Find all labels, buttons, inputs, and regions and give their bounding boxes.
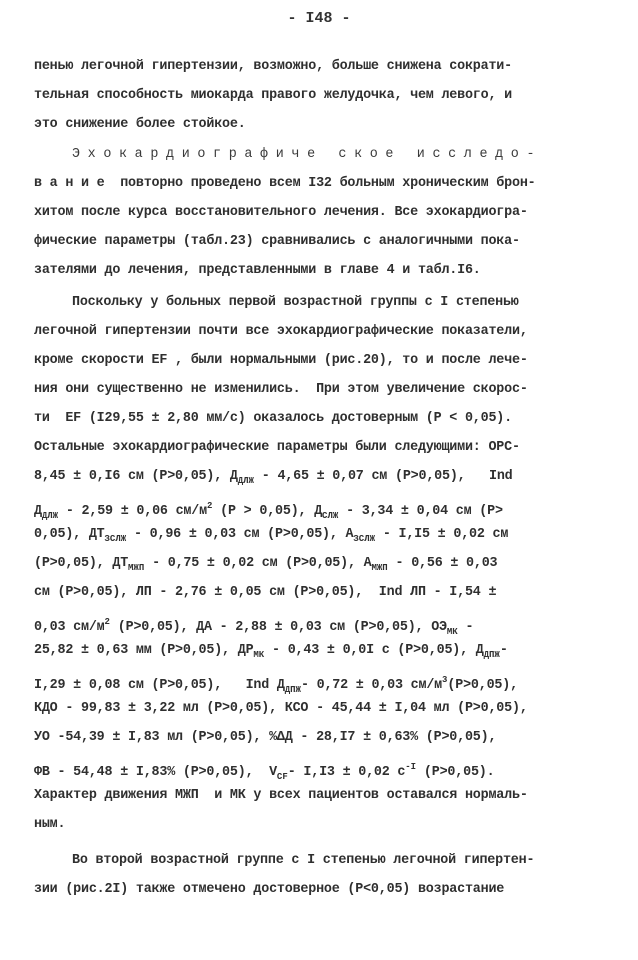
text-line: кроме скорости EF , были нормальными (рис.20), то и после лече-: [34, 353, 528, 368]
text-line: легочной гипертензии почти все эхокардиографические показатели,: [34, 324, 528, 339]
text-line: $Д_{ДЛЖ} - 2,59 \pm 0,06$ $см/м^2$ (P > 0,05), $Д_{СЛЖ} - 3,34 \pm 0,04$ см (P>: [34, 501, 503, 521]
text-line: (P>0,05), $ДТ_{МЖП} - 0,75 \pm 0,02$ см (P>0,05), $A_{МЖП} - 0,56 \pm 0,03$: [34, 556, 498, 573]
text-line: ти EF (I29,55 ± 2,80 мм/с) оказалось достоверным (P < 0,05).: [34, 411, 512, 426]
text-line-spaced-heading: Э х о к а р д и о г р а ф и ч е с к о е и с с л е д о -: [72, 147, 535, 162]
text-line: хитом после курса восстановительного лечения. Все эхокардиогра-: [34, 205, 528, 220]
text-line: 8,45 ± 0,I6 см (P>0,05), $Д_{ДЛЖ} - 4,65 \pm 0,07$ см (P>0,05), Ind: [34, 469, 513, 486]
text-line: см (P>0,05), ЛП - 2,76 ± 0,05 см (P>0,05), Ind ЛП - I,54 ±: [34, 585, 497, 600]
text-line: ным.: [34, 817, 66, 832]
text-line: I,29 ± 0,08 см (P>0,05), Ind $Д_{ДПЖ}-$ 0,72 ± 0,03 $см/м^3(P>0,05)$,: [34, 675, 518, 695]
text-line: это снижение более стойкое.: [34, 117, 246, 132]
text-line: 0,05), $ДТ_{ЗСЛЖ} - 0,96 \pm 0,03$ см (P>0,05), $A_{ЗСЛЖ} - I,I5 \pm 0,02$ см: [34, 527, 509, 544]
text-line: 25,82 ± 0,63 мм (P>0,05), $ДР_{МК} - 0,43 \pm 0,0I$ с (P>0,05), $Д_{ДПЖ}-$: [34, 643, 508, 660]
page-number: - I48 -: [287, 10, 351, 27]
text-line: зателями до лечения, представленными в главе 4 и табл.I6.: [34, 263, 481, 278]
text-line: тельная способность миокарда правого желудочка, чем левого, и: [34, 88, 512, 103]
text-line: УО -54,39 ± I,83 мл (P>0,05), %ΔД - 28,I7 ± 0,63% (P>0,05),: [34, 730, 497, 745]
text-line: ФВ - 54,48 ± I,83% (P>0,05), $V_{CF}-$ I,I3 ± 0,02 $с^{-I}$ (P>0,05).: [34, 762, 495, 782]
text-line: пенью легочной гипертензии, возможно, больше снижена сократи-: [34, 59, 512, 74]
text-line: 0,03 $см/м^2$ (P>0,05), ДА - 2,88 ± 0,03 см (P>0,05), $ОЭ_{МК}$ -: [34, 617, 474, 637]
text-line: ния они существенно не изменились. При этом увеличение скорос-: [34, 382, 528, 397]
text-line: Остальные эхокардиографические параметры были следующими: ОРС-: [34, 440, 520, 455]
text-line: КДО - 99,83 ± 3,22 мл (P>0,05), КСО - 45,44 ± I,04 мл (P>0,05),: [34, 701, 528, 716]
text-line: зии (рис.2I) также отмечено достоверное (P<0,05) возрастание: [34, 882, 505, 897]
text-line: Поскольку у больных первой возрастной группы с I степенью: [72, 295, 519, 310]
text-line: в а н и е повторно проведено всем I32 больным хроническим брон-: [34, 176, 536, 191]
text-line: Во второй возрастной группе с I степенью легочной гипертен-: [72, 853, 535, 868]
text-line: фические параметры (табл.23) сравнивались с аналогичными пока-: [34, 234, 520, 249]
text-line: Характер движения МЖП и МК у всех пациентов оставался нормаль-: [34, 788, 528, 803]
